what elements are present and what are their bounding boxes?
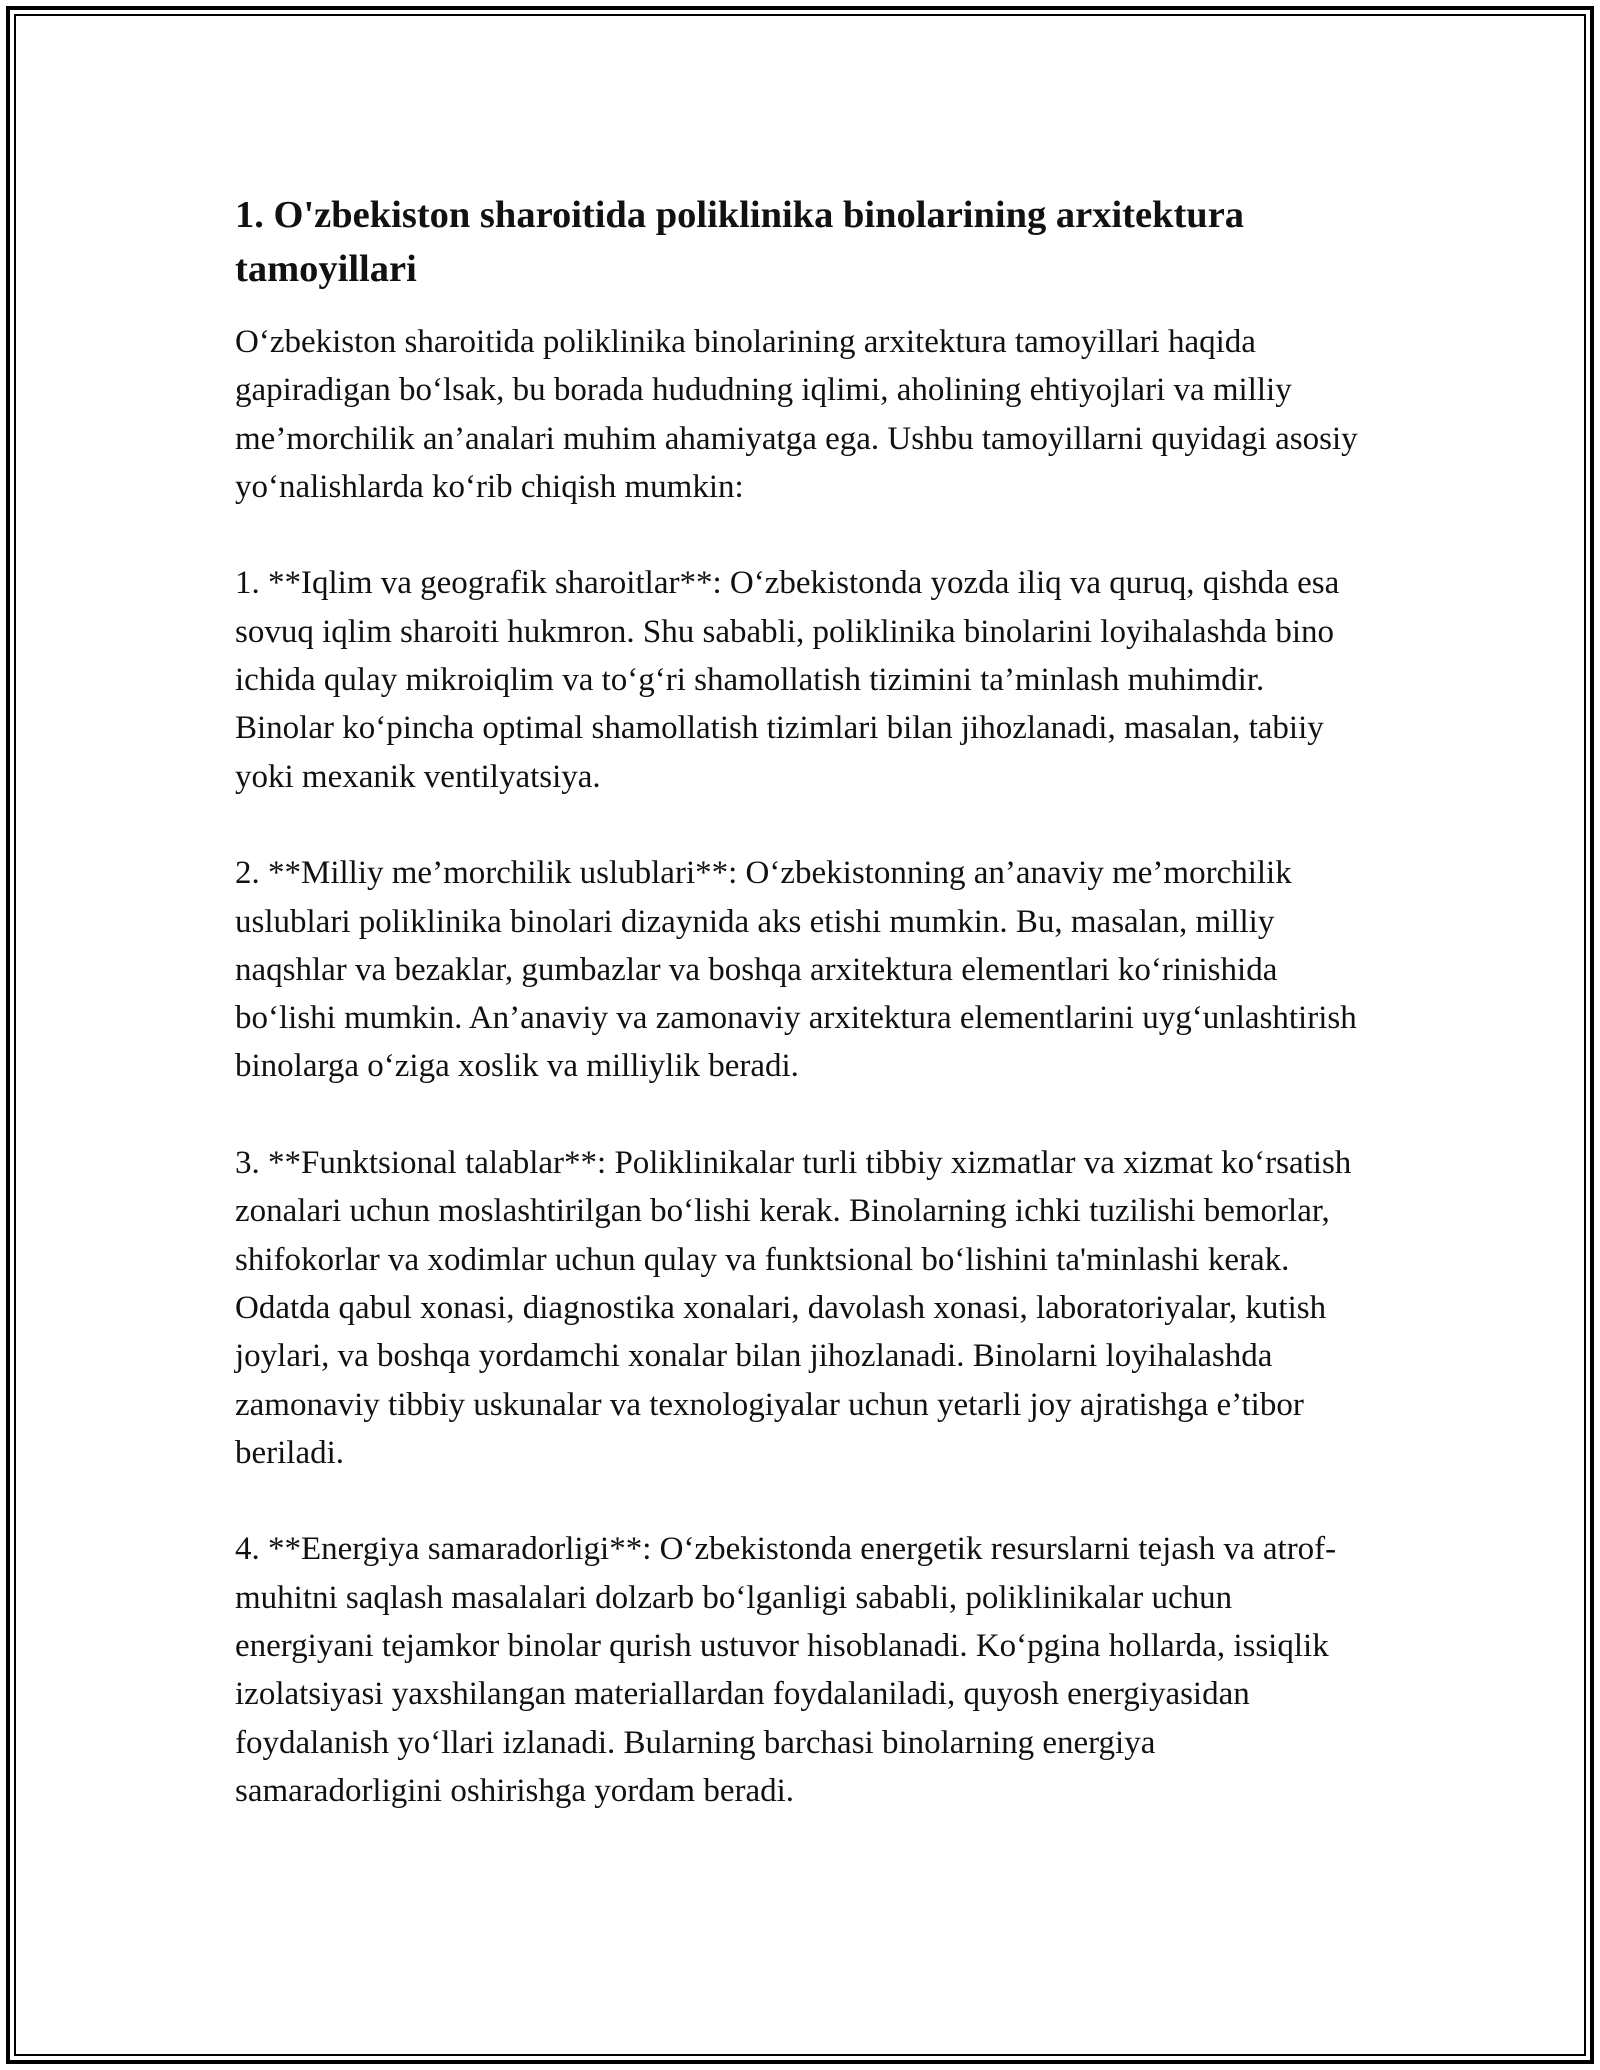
paragraph-climate: 1. **Iqlim va geografik sharoitlar**: O‘zbekistonda yozda iliq va quruq, qishda esa sovuq iqlim sharoiti hukmron. Shu sababli, poliklinika binolarini loyihalashda bino ichida qulay mikroiqlim va to‘g‘ri shamollatish tizimini ta’minlash muhimdir. Binolar ko‘pincha optimal shamollatish tizimlari bilan jihozlanadi, masalan, tabiiy yoki mexanik ventilyatsiya. [235, 565, 1340, 795]
document-page [235, 188, 1370, 1864]
intro-paragraph: O‘zbekiston sharoitida poliklinika binolarining arxitektura tamoyillari haqida gapiradigan bo‘lsak, bu borada hududning iqlimi, aholining ehtiyojlari va milliy me’morchilik an’analari muhim ahamiyatga ega. Ushbu tamoyillarni quyidagi asosiy yo‘nalishlarda ko‘rib chiqish mumkin: [235, 324, 1358, 505]
paragraph-national-style: 2. **Milliy me’morchilik uslublari**: O‘zbekistonning an’anaviy me’morchilik uslublari poliklinika binolari dizaynida aks etishi mumkin. Bu, masalan, milliy naqshlar va bezaklar, gumbazlar va boshqa arxitektura elementlari ko‘rinishida bo‘lishi mumkin. An’anaviy va zamonaviy arxitektura elementlarini uyg‘unlashtirish binolarga o‘ziga xoslik va milliylik beradi. [235, 855, 1357, 1085]
paragraph-energy: 4. **Energiya samaradorligi**: O‘zbekistonda energetik resurslarni tejash va atrof-muhitni saqlash masalalari dolzarb bo‘lganligi sababli, poliklinikalar uchun energiyani tejamkor binolar qurish ustuvor hisoblanadi. Ko‘pgina hollarda, issiqlik izolatsiyasi yaxshilangan materiallardan foydalaniladi, quyosh energiyasidan foydalanish yo‘llari izlanadi. Bularning barchasi binolarning energiya samaradorligini oshirishga yordam beradi. [235, 1531, 1337, 1809]
paragraph-functional: 3. **Funktsional talablar**: Poliklinikalar turli tibbiy xizmatlar va xizmat ko‘rsatish zonalari uchun moslashtirilgan bo‘lishi kerak. Binolarning ichki tuzilishi bemorlar, shifokorlar va xodimlar uchun qulay va funktsional bo‘lishini ta'minlashi kerak. Odatda qabul xonasi, diagnostika xonalari, davolash xonasi, laboratoriyalar, kutish joylari, va boshqa yordamchi xonalar bilan jihozlanadi. Binolarni loyihalashda zamonaviy tibbiy uskunalar va texnologiyalar uchun yetarli joy ajratishga e’tibor beriladi. [235, 1145, 1352, 1471]
document-title: 1. O'zbekiston sharoitida poliklinika binolarining arxitektura tamoyillari [235, 194, 1245, 290]
